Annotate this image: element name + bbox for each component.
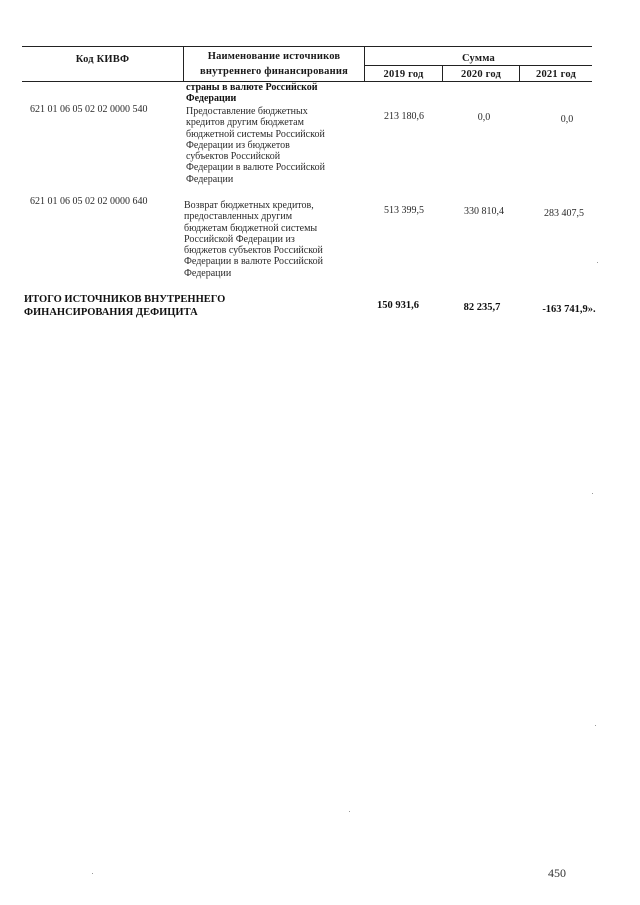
scan-speck: [592, 493, 593, 494]
header-code: Код КИВФ: [75, 54, 130, 65]
sum-header-divider: [364, 65, 592, 66]
row-1-name-line: кредитов другим бюджетам: [186, 117, 304, 129]
row-2-code: 621 01 06 05 02 02 0000 640: [30, 196, 148, 207]
header-name-line2: внутреннего финансирования: [199, 66, 348, 77]
row-1-name-line: Федерации: [186, 173, 234, 185]
total-value-2020: 82 235,7: [463, 302, 501, 313]
row-2-name-line: Российской Федерации из: [184, 233, 295, 245]
row-2-name-line: предоставленных другим: [184, 211, 293, 223]
total-label-line1: ИТОГО ИСТОЧНИКОВ ВНУТРЕННЕГО: [24, 294, 226, 305]
row-1-name-line: Предоставление бюджетных: [186, 106, 308, 117]
continued-name-line2: Федерации: [186, 93, 237, 104]
row-2-value-2020: 330 810,4: [464, 206, 504, 217]
scan-speck: [595, 725, 596, 726]
row-2-name-line: бюджетам бюджетной системы: [184, 222, 318, 234]
row-1-value-2019: 213 180,6: [384, 111, 424, 122]
row-1-name-line: бюджетной системы Российской: [186, 128, 325, 140]
row-1-name-line: Федерации из бюджетов: [186, 139, 290, 151]
header-year-2019: 2019 год: [383, 69, 424, 80]
header-name-line1: Наименование источников: [207, 51, 341, 62]
header-sum: Сумма: [462, 53, 495, 64]
row-2-value-2019: 513 399,5: [384, 205, 424, 216]
continued-name-line1: страны в валюте Российской: [186, 82, 318, 93]
total-label-line2: ФИНАНСИРОВАНИЯ ДЕФИЦИТА: [24, 307, 198, 318]
row-2-name-line: Федерации: [184, 267, 232, 279]
header-year-2021: 2021 год: [536, 69, 576, 80]
row-2-name-line: бюджетов субъектов Российской: [184, 245, 323, 257]
row-1-code: 621 01 06 05 02 02 0000 540: [30, 104, 148, 115]
total-label: [24, 293, 364, 319]
page-number: 450: [548, 866, 566, 880]
scan-speck: [597, 262, 598, 263]
row-2-name-line: Федерации в валюте Российской: [184, 256, 323, 268]
scan-speck: [349, 811, 350, 812]
row-2-value-2021: 283 407,5: [544, 208, 584, 219]
row-1-name-line: Федерации в валюте Российской: [186, 162, 325, 174]
total-value-2021: -163 741,9».: [542, 304, 596, 315]
row-2-name: [184, 200, 364, 279]
header-year-2020: 2020 год: [461, 69, 501, 80]
total-value-2019: 150 931,6: [377, 300, 419, 311]
scan-speck: [92, 873, 93, 874]
row-1-value-2020: 0,0: [477, 112, 491, 123]
row-1-name: [186, 106, 364, 185]
table-top-border: [22, 46, 592, 47]
row-2-name-line: Возврат бюджетных кредитов,: [184, 200, 314, 211]
row-1-value-2021: 0,0: [560, 114, 574, 125]
row-1-name-line: субъектов Российской: [186, 151, 281, 163]
